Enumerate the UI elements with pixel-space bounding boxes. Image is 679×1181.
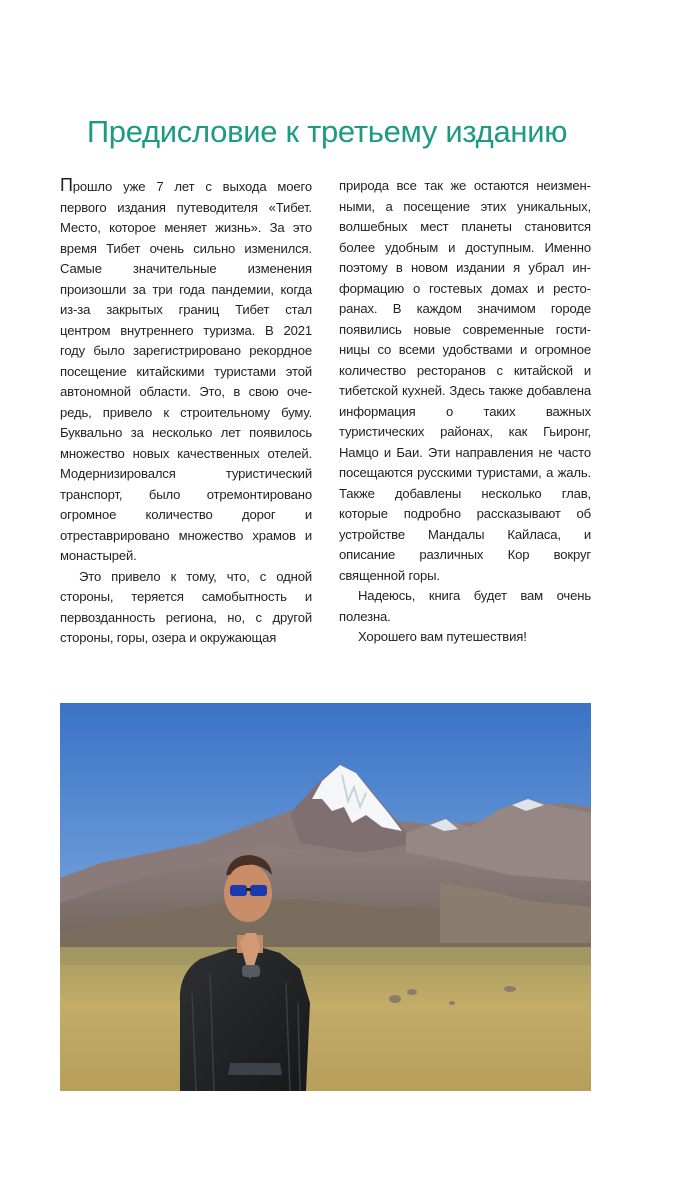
paragraph-1 bbox=[60, 176, 312, 567]
right-column bbox=[339, 176, 591, 649]
left-column bbox=[60, 176, 312, 649]
drop-cap: П bbox=[60, 175, 73, 195]
paragraph-3: Надеюсь, книга будет вам очень полезна. bbox=[339, 588, 591, 624]
paragraph-2-continued: природа все так же остаются неизменными, а посещение этих уникальных, волшебных мест планеты становится более удобным и доступным. Именно поэтому в новом издании я убрал информацию о гостевых домах и ресторанах. В каждом значимом городе появились новые современные гостиницы со всеми удобствами и огромное количество ресторанов с китайской и тибетской кухней. Здесь также добавлена информация о таких важных туристических районах, как Гьиронг, Намцо и Баи. Эти направления не часто посещаются русскими туристами, а жаль. Также добавлены несколько глав, которые подробно рассказывают об устройстве Мандалы Кайласа, и описание различных Кор вокруг священной горы. bbox=[339, 178, 591, 583]
paragraph-4: Хорошего вам путешествия! bbox=[358, 629, 527, 644]
page-title: Предисловие к третьему изданию bbox=[86, 114, 568, 149]
grassland bbox=[60, 947, 591, 1091]
paragraph-2: Это привело к тому, что, с одной стороны, теряется самобытность и первозданность региона, но, с другой стороны, горы, озера и окружающая bbox=[60, 568, 312, 645]
mountain-photo bbox=[60, 703, 591, 1091]
text-columns bbox=[60, 176, 591, 649]
paragraph-1-text: рошло уже 7 лет с выхода моего первого издания путеводителя «Тибет. Место, которое меняет жизнь». За это время Тибет очень сильно изменился. Самые значительные изменения произошли за три года пандемии, когда из-за закрытых границ Тибет стал центром внутреннего туризма. В 2021 году было зарегистрировано рекордное посещение китайскими туристами этой автономной области. Это, в свою очередь, привело к строительному буму. Буквально за несколько лет появилось множество новых качественных отелей. Модернизировался туристический транспорт, было отремонтировано огромное количество дорог и отреставрировано множество храмов и монастырей. bbox=[60, 179, 312, 563]
photo-illustration bbox=[60, 703, 591, 1091]
